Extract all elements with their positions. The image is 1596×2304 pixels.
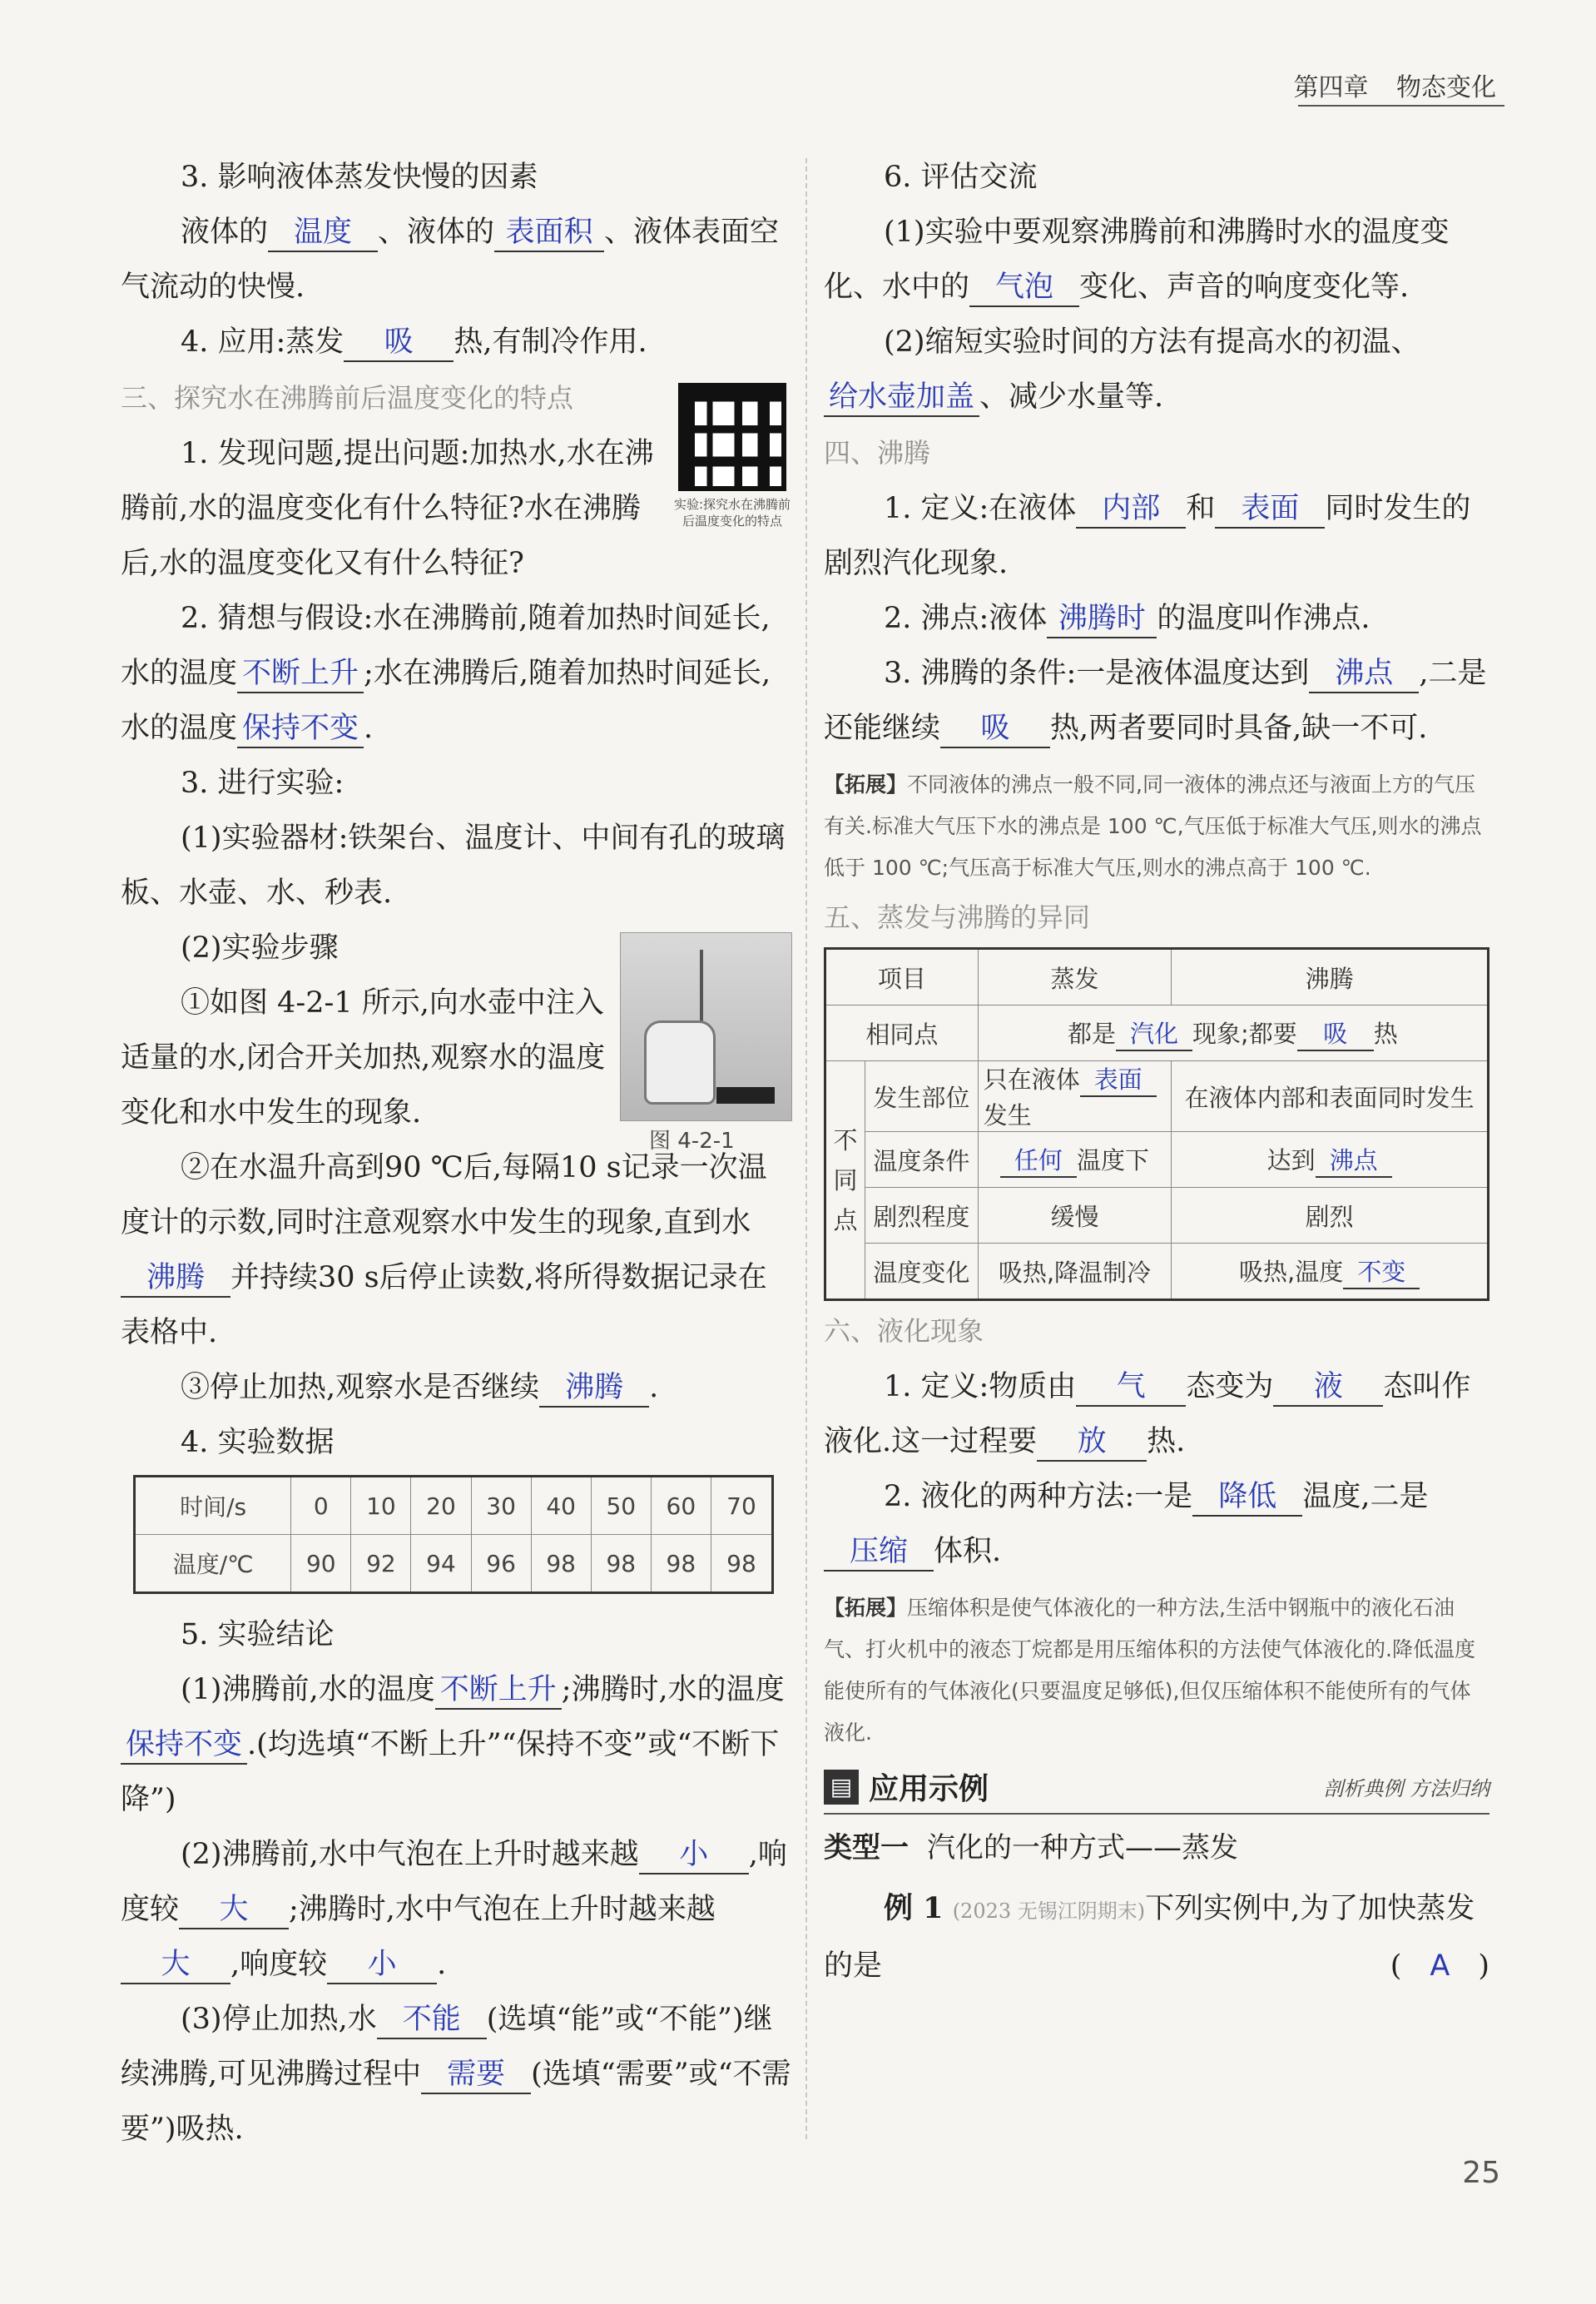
- text-run: (1)沸腾前,水的温度: [181, 1673, 435, 1706]
- text-run: 吸热,温度: [1238, 1257, 1344, 1286]
- experiment-photo: [620, 932, 792, 1121]
- text-run: ②在水温升高到90 ℃后,每隔10 s记录一次温度计的示数,同时注意观察水中发生的现象,直到水: [121, 1151, 767, 1239]
- text-run: 热.: [1147, 1425, 1186, 1458]
- text-run: 热,有制冷作用.: [454, 325, 647, 359]
- answer-blank: 沸腾时: [1047, 600, 1157, 638]
- table-row: [825, 1006, 1489, 1061]
- table-cell: 98: [651, 1535, 711, 1593]
- table-cell: 10: [351, 1477, 411, 1535]
- type-tag: 类型一: [824, 1831, 909, 1865]
- chapter-header: [1293, 67, 1496, 103]
- qr-code[interactable]: [678, 383, 786, 491]
- answer-blank: 吸: [1297, 1018, 1374, 1051]
- experiment-steps-heading: (2)实验步骤: [181, 931, 339, 965]
- text-run: 2. 沸点:液体: [884, 602, 1048, 635]
- text-run: ,响度较: [121, 1838, 787, 1926]
- answer-blank: 压缩: [824, 1533, 934, 1572]
- text-run: 体积.: [934, 1535, 1002, 1568]
- conclusion-3: [121, 1992, 795, 2157]
- text-run: 液体的: [181, 216, 269, 249]
- row-label: 温度条件: [865, 1132, 979, 1188]
- table-header: 时间/s: [135, 1477, 291, 1535]
- table-cell: 60: [651, 1477, 711, 1535]
- row-label: 温度变化: [865, 1244, 979, 1300]
- answer-blank: 需要: [421, 2056, 531, 2094]
- example-answer: ( A ): [1390, 1949, 1489, 1983]
- extension-tag: 【拓展】: [824, 1596, 908, 1620]
- text-run: 都是: [1067, 1019, 1116, 1048]
- text-run: .: [437, 1948, 447, 1981]
- text-run: ③停止加热,观察水是否继续: [181, 1371, 540, 1404]
- text-run: 并持续30 s后停止读数,将所得数据记录在表格中.: [121, 1261, 767, 1349]
- table-cell: 92: [351, 1535, 411, 1593]
- experiment-materials: (1)实验器材:铁架台、温度计、中间有孔的玻璃板、水壶、水、秒表.: [121, 822, 786, 910]
- text-run: (3)停止加热,水: [181, 2003, 377, 2036]
- table-row: [825, 1188, 1489, 1244]
- table-row: [825, 1132, 1489, 1188]
- application-section-bar: [824, 1765, 1489, 1815]
- application-title: 应用示例: [869, 1772, 989, 1806]
- text-run: 2. 液化的两种方法:一是: [884, 1480, 1193, 1513]
- text-run: 热: [1373, 1019, 1398, 1048]
- text-run: 、液体的: [378, 216, 495, 249]
- text-run: 1. 定义:在液体: [884, 492, 1077, 525]
- step-experiment: 3. 进行实验:: [181, 767, 344, 800]
- liquefaction-methods: [824, 1469, 1489, 1579]
- experiment-step-3: [121, 1360, 795, 1415]
- table-cell: [978, 1006, 1488, 1061]
- text-run: 态叫作液化.这一过程要: [824, 1370, 1471, 1458]
- row-label: 发生部位: [865, 1061, 979, 1132]
- text-run: 现象;都要: [1192, 1019, 1297, 1048]
- text-run: .: [649, 1371, 659, 1404]
- conclusion-heading: 5. 实验结论: [181, 1618, 335, 1651]
- table-header: 温度/℃: [135, 1535, 291, 1593]
- table-cell: 40: [531, 1477, 591, 1535]
- table-header: 项目: [825, 949, 979, 1006]
- answer-blank: 气: [1076, 1368, 1186, 1407]
- text-run: 3. 沸腾的条件:一是液体温度达到: [884, 657, 1310, 690]
- table-row: [135, 1477, 773, 1535]
- text-run: ;水在沸腾后,随着加热时间延长,水的温度: [121, 657, 771, 745]
- answer-blank: 吸: [940, 710, 1050, 748]
- text-run: 发生: [983, 1101, 1032, 1130]
- table-row: [135, 1535, 773, 1593]
- answer-blank: 气泡: [969, 269, 1079, 307]
- kettle-image: [644, 1020, 716, 1105]
- answer-blank: 放: [1037, 1423, 1147, 1462]
- example-source: (2023 无锡江阴期末): [952, 1899, 1146, 1923]
- right-column: [824, 150, 1489, 1994]
- chapter-number: 第四章: [1293, 73, 1369, 102]
- text-run: 达到: [1266, 1145, 1316, 1174]
- text-run: 、液体表面空气流动的快慢.: [121, 216, 780, 304]
- text-run: .(均选填“不断上升”“保持不变”或“不断下降”): [121, 1728, 780, 1816]
- answer-blank: 沸腾: [121, 1259, 230, 1298]
- factor-heading: 3. 影响液体蒸发快慢的因素: [181, 161, 538, 194]
- answer-blank: 不能: [377, 2001, 487, 2039]
- answer-blank: 小: [639, 1836, 749, 1874]
- answer-blank: 不变: [1343, 1256, 1420, 1289]
- type-heading: [824, 1815, 1489, 1881]
- text-run: ,二是还能继续: [824, 657, 1487, 745]
- answer-blank: 任何: [1000, 1145, 1077, 1178]
- evaluation-heading: 6. 评估交流: [884, 161, 1038, 194]
- table-cell: [1172, 1244, 1489, 1300]
- text-run: ;沸腾时,水的温度: [561, 1673, 785, 1706]
- table-cell: 50: [591, 1477, 651, 1535]
- answer-blank: 降低: [1192, 1478, 1302, 1517]
- table-cell: 98: [531, 1535, 591, 1593]
- extension-note-2: [824, 1587, 1489, 1754]
- answer-blank: 沸点: [1316, 1145, 1392, 1178]
- text-run: 、减少水量等.: [979, 380, 1164, 414]
- text-run: 的温度叫作沸点.: [1157, 602, 1370, 635]
- answer-blank: 液: [1273, 1368, 1383, 1407]
- extension-text: 不同液体的沸点一般不同,同一液体的沸点还与液面上方的气压有关.标准大气压下水的沸点是 100 ℃,气压低于标准大气压,则水的沸点低于 100 ℃;气压高于标准大气压,则水的沸点高于 100 ℃.: [824, 772, 1482, 880]
- answer-blank: 汽化: [1116, 1018, 1192, 1051]
- table-cell: 98: [591, 1535, 651, 1593]
- text-run: ,响度较: [230, 1948, 328, 1981]
- evaluation-1: [824, 205, 1489, 315]
- answer-blank: 保持不变: [121, 1726, 247, 1765]
- text-run: (选填“需要”或“不需要”)吸热.: [121, 2058, 791, 2146]
- section-heading-6: 六、液化现象: [824, 1315, 984, 1347]
- table-row: [825, 949, 1489, 1006]
- table-cell: [978, 1132, 1171, 1188]
- table-cell: [1172, 1132, 1489, 1188]
- table-cell: 96: [471, 1535, 531, 1593]
- text-run: 1. 定义:物质由: [884, 1370, 1077, 1403]
- factor-text: [121, 205, 795, 315]
- extension-note-1: [824, 764, 1489, 889]
- answer-blank: A: [1430, 1949, 1450, 1983]
- column-divider: [805, 158, 807, 2139]
- answer-blank: 大: [179, 1891, 289, 1929]
- example-tag: 例 1: [884, 1891, 944, 1925]
- answer-blank: 表面积: [494, 214, 604, 252]
- answer-blank: 小: [327, 1946, 437, 1984]
- text-run: 温度,二是: [1302, 1480, 1429, 1513]
- text-run: 2. 猜想与假设:水在沸腾前,随着加热时间延长,水的温度: [121, 602, 771, 690]
- extension-tag: 【拓展】: [824, 772, 908, 797]
- text-run: (1)实验中要观察沸腾前和沸腾时水的温度变化、水中的: [824, 216, 1450, 304]
- table-cell: 70: [711, 1477, 772, 1535]
- comparison-table: [824, 947, 1489, 1301]
- row-group-label: 不同点: [825, 1061, 865, 1300]
- section-heading-5: 五、蒸发与沸腾的异同: [824, 901, 1091, 933]
- table-row: [825, 1061, 1489, 1132]
- row-label: 剧烈程度: [865, 1188, 979, 1244]
- text-run: .: [364, 712, 374, 745]
- table-cell: 在液体内部和表面同时发生: [1172, 1061, 1489, 1132]
- table-cell: 94: [411, 1535, 471, 1593]
- answer-blank: 温度: [268, 214, 378, 252]
- answer-blank: 沸腾: [539, 1369, 649, 1408]
- text-run: 4. 应用:蒸发: [181, 325, 344, 359]
- answer-blank: 内部: [1076, 490, 1186, 529]
- answer-blank: 给水壶加盖: [824, 379, 979, 417]
- boiling-definition: [824, 481, 1489, 591]
- page-number: 25: [1462, 2156, 1500, 2190]
- answer-blank: 不断上升: [237, 655, 364, 693]
- table-header: 沸腾: [1172, 949, 1489, 1006]
- extension-text: 压缩体积是使气体液化的一种方法,生活中钢瓶中的液化石油气、打火机中的液态丁烷都是用压缩体积的方法使气体液化的.降低温度能使所有的气体液化(只要温度足够低),但仅压缩体积不能使所有的气体液化.: [824, 1596, 1475, 1745]
- answer-blank: 吸: [344, 324, 454, 362]
- section-heading-4: 四、沸腾: [824, 437, 931, 469]
- row-label: 相同点: [825, 1006, 979, 1061]
- figure-caption: 图 4-2-1: [649, 1129, 735, 1154]
- answer-blank: 保持不变: [237, 710, 364, 748]
- application-subtitle: 剖析典例 方法归纳: [1323, 1777, 1489, 1800]
- section-heading-3: 三、探究水在沸腾前后温度变化的特点: [121, 382, 574, 414]
- text-run: 同时发生的剧烈汽化现象.: [824, 492, 1471, 580]
- liquefaction-definition: [824, 1359, 1489, 1469]
- table-header: 蒸发: [978, 949, 1171, 1006]
- answer-blank: 不断上升: [435, 1671, 562, 1710]
- data-table: [133, 1475, 774, 1594]
- text-run: 只在液体: [983, 1065, 1080, 1094]
- qr-caption: 实验:探究水在沸腾前后温度变化的特点: [673, 497, 791, 529]
- answer-blank: 沸点: [1309, 655, 1419, 693]
- conclusion-2: [121, 1827, 795, 1992]
- table-cell: 20: [411, 1477, 471, 1535]
- type-title: 汽化的一种方式——蒸发: [927, 1831, 1238, 1865]
- step-hypothesis: [121, 591, 795, 756]
- evaluation-2: [824, 315, 1489, 425]
- table-cell: 90: [291, 1535, 351, 1593]
- application-text: [121, 315, 795, 370]
- data-heading: 4. 实验数据: [181, 1426, 335, 1459]
- table-cell: 吸热,降温制冷: [978, 1244, 1171, 1300]
- stand-base: [716, 1087, 775, 1104]
- text-run: 和: [1186, 492, 1216, 525]
- boiling-conditions: [824, 646, 1489, 756]
- text-run: (2)沸腾前,水中气泡在上升时越来越: [181, 1838, 639, 1871]
- example-1: [824, 1881, 1489, 1994]
- example-text: 下列实例中,为了加快蒸发的是: [824, 1892, 1475, 1983]
- answer-blank: 表面: [1215, 490, 1325, 529]
- table-cell: 缓慢: [978, 1188, 1171, 1244]
- text-run: 温度下: [1076, 1145, 1149, 1174]
- text-run: (2)缩短实验时间的方法有提高水的初温、: [884, 325, 1420, 359]
- conclusion-1: [121, 1662, 795, 1827]
- text-run: ;沸腾时,水中气泡在上升时越来越: [289, 1893, 716, 1926]
- header-rule: [1298, 105, 1504, 107]
- table-cell: 0: [291, 1477, 351, 1535]
- table-row: [825, 1244, 1489, 1300]
- text-run: 态变为: [1186, 1370, 1274, 1403]
- text-run: 热,两者要同时具备,缺一不可.: [1050, 712, 1428, 745]
- table-cell: 剧烈: [1172, 1188, 1489, 1244]
- book-icon: ▤: [824, 1770, 859, 1805]
- text-run: (选填“能”或“不能”)继续沸腾,可见沸腾过程中: [121, 2003, 773, 2091]
- step-question: 1. 发现问题,提出问题:加热水,水在沸腾前,水的温度变化有什么特征?水在沸腾后,水的温度变化又有什么特征?: [121, 437, 654, 580]
- text-run: 变化、声音的响度变化等.: [1079, 271, 1410, 304]
- answer-blank: 大: [121, 1946, 230, 1984]
- table-cell: 98: [711, 1535, 772, 1593]
- answer-blank: 表面: [1080, 1064, 1157, 1097]
- table-cell: [978, 1061, 1171, 1132]
- experiment-step-2: [121, 1140, 795, 1360]
- chapter-title: 物态变化: [1396, 73, 1496, 102]
- boiling-point: [824, 591, 1489, 646]
- table-cell: 30: [471, 1477, 531, 1535]
- experiment-step-1: ①如图 4-2-1 所示,向水壶中注入适量的水,闭合开关加热,观察水的温度变化和水中发生的现象.: [121, 986, 606, 1130]
